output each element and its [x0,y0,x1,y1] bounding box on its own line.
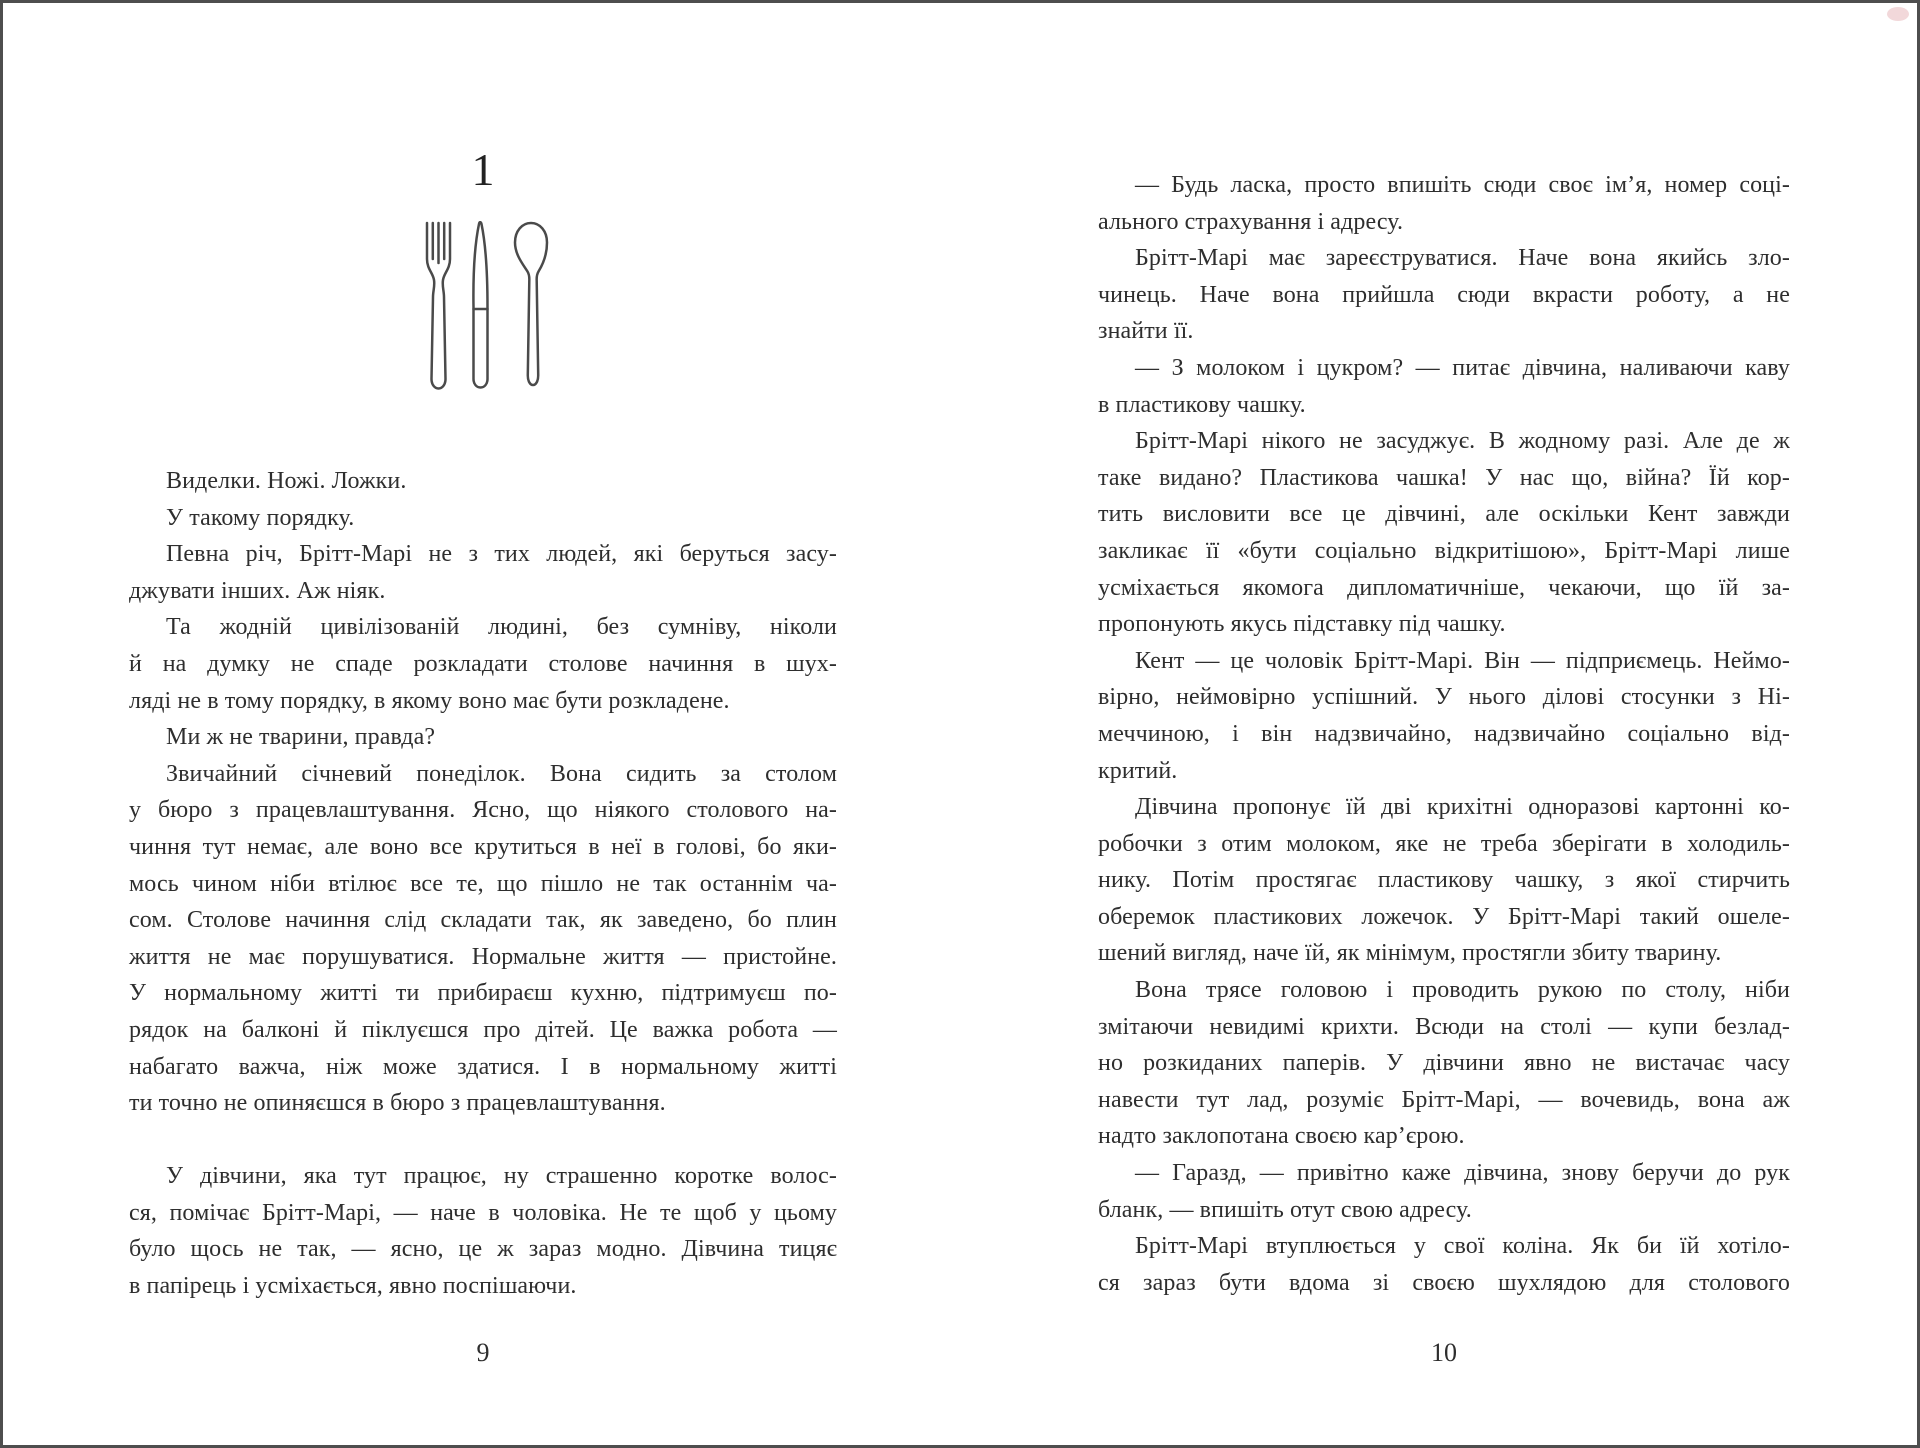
text-line: Кент — це чоловік Брітт-Марі. Він — підприємець. Неймо- [1135,647,1790,674]
text-line: Певна річ, Брітт-Марі не з тих людей, які беруться засу- [166,541,837,568]
text-line: Звичайний січневий понеділок. Вона сидить за столом [166,760,837,787]
text-line: в пластикову чашку. [1098,391,1306,418]
text-line: — Гаразд, — привітно каже дівчина, знову беручи до рук [1135,1160,1790,1187]
text-line: — Будь ласка, просто впишіть сюди своє ім’я, номер соці- [1135,172,1790,198]
scan-artifact-smudge [1887,7,1909,21]
text-line: шений вигляд, наче їй, як мінімум, простягли збиту тварину. [1098,940,1722,967]
right-page-text [1098,167,1790,1301]
paragraph [1098,1228,1790,1301]
text-line: пропонують якусь підставку під чашку. [1098,611,1506,638]
text-line: вірно, неймовірно успішний. У нього ділові стосунки з Ні- [1098,684,1790,711]
paragraph [129,463,837,500]
text-line: Дівчина пропонує їй дві крихітні одноразові картонні ко- [1135,794,1790,821]
paragraph [129,536,837,609]
text-line: тить висловити все це дівчині, але оскільки Кент завжди [1098,501,1790,528]
knife-icon [473,222,487,387]
paragraph [129,1158,837,1304]
text-line: Виделки. Ножі. Ложки. [166,468,407,494]
text-line: мось чином ніби втілює все те, що пішло не так останнім ча- [129,870,837,897]
text-line: навести тут лад, розуміє Брітт-Марі, — вочевидь, вона аж [1098,1086,1790,1113]
text-line: життя не має порушуватися. Нормальне життя — пристойне. [129,943,837,970]
paragraph [129,500,837,537]
text-line: було щось не так, — ясно, це ж зараз модно. Дівчина тицяє [129,1236,837,1263]
text-line: робочки з отим молоком, яке не треба зберігати в холодиль- [1098,830,1790,857]
text-line: ального страхування і адресу. [1098,208,1404,235]
text-line: джувати інших. Аж ніяк. [129,577,386,604]
text-line: у бюро з працевлаштування. Ясно, що ніякого столового на- [129,797,837,824]
page-number-left: 9 [476,1338,490,1367]
text-line: знайти її. [1098,318,1194,345]
text-line: усміхається якомога дипломатичніше, чекаючи, що їй за- [1098,574,1790,601]
text-line: й на думку не спаде розкладати столове начиння в шух- [129,650,837,677]
paragraph [129,756,837,1122]
paragraph [129,719,837,756]
text-line: У нормальному житті ти прибираєш кухню, підтримуєш по- [129,980,837,1007]
text-line: змітаючи невидимі крихти. Всюди на столі — купи безлад- [1098,1013,1790,1040]
paragraph [1098,972,1790,1155]
text-line: Брітт-Марі втуплюється у свої коліна. Як би їй хотіло- [1135,1233,1790,1260]
chapter-number: 1 [471,144,495,195]
spoon-icon [515,223,547,385]
paragraph [1098,789,1790,972]
paragraph [1098,643,1790,789]
paragraph [1098,240,1790,350]
text-line: сом. Столове начиння слід складати так, як заведено, бо плин [129,907,837,934]
paragraph [1098,1155,1790,1228]
left-page-text [129,463,837,1305]
text-line: ти точно не опиняєшся в бюро з працевлаштування. [129,1090,666,1117]
text-line: Брітт-Марі має зареєструватися. Наче вона якийсь зло- [1135,245,1790,272]
text-line: в папірець і усміхається, явно поспішаючи. [129,1273,577,1300]
paragraph [1098,350,1790,423]
text-line: чинець. Наче вона прийшла сюди вкрасти роботу, а не [1098,281,1790,308]
text-line: ся зараз бути вдома зі своєю шухлядою для столового [1098,1269,1790,1296]
text-line: меччиною, і він надзвичайно, надзвичайно соціально від- [1098,720,1790,747]
text-line: У такому порядку. [166,504,355,531]
text-line: рядок на балконі й піклуєшся про дітей. Це важка робота — [129,1016,837,1043]
text-line: У дівчини, яка тут працює, ну страшенно коротке волос- [166,1163,837,1190]
paragraph [129,609,837,719]
text-line: нику. Потім простягає пластикову чашку, з якої стирчить [1098,867,1790,894]
text-line: бланк, — впишіть отут свою адресу. [1098,1196,1472,1223]
paragraph [1098,423,1790,643]
paragraph [1098,167,1790,240]
cutlery-illustration [423,221,549,391]
text-line: чиння тут немає, але воно все крутиться в неї в голові, бо яки- [129,833,837,860]
text-line: Брітт-Марі нікого не засуджує. В жодному разі. Але де ж [1135,428,1790,455]
text-line: ся, помічає Брітт-Марі, — наче в чоловіка. Не те щоб у цьому [129,1199,837,1226]
text-line: но розкиданих паперів. У дівчини явно не вистачає часу [1098,1050,1790,1077]
text-line: набагато важча, ніж може здатися. І в нормальному житті [129,1053,837,1080]
text-line: — З молоком і цукром? — питає дівчина, наливаючи каву [1135,354,1790,381]
text-line: критий. [1098,757,1178,784]
page-number-right: 10 [1431,1338,1457,1367]
text-line: закликає її «бути соціально відкритішою», Брітт-Марі лише [1098,537,1790,564]
fork-icon [427,223,450,389]
text-line: Вона трясе головою і проводить рукою по столу, ніби [1135,977,1790,1004]
text-line: таке видано? Пластикова чашка! У нас що, війна? Їй кор- [1098,464,1790,491]
text-line: надто заклопотана своєю кар’єрою. [1098,1123,1465,1150]
text-line: Ми ж не тварини, правда? [166,724,436,751]
text-line: ляді не в тому порядку, в якому воно має бути розкладене. [129,687,730,714]
text-line: оберемок пластикових ложечок. У Брітт-Марі такий ошеле- [1098,903,1790,930]
text-line: Та жодній цивілізованій людині, без сумніву, ніколи [166,614,837,641]
